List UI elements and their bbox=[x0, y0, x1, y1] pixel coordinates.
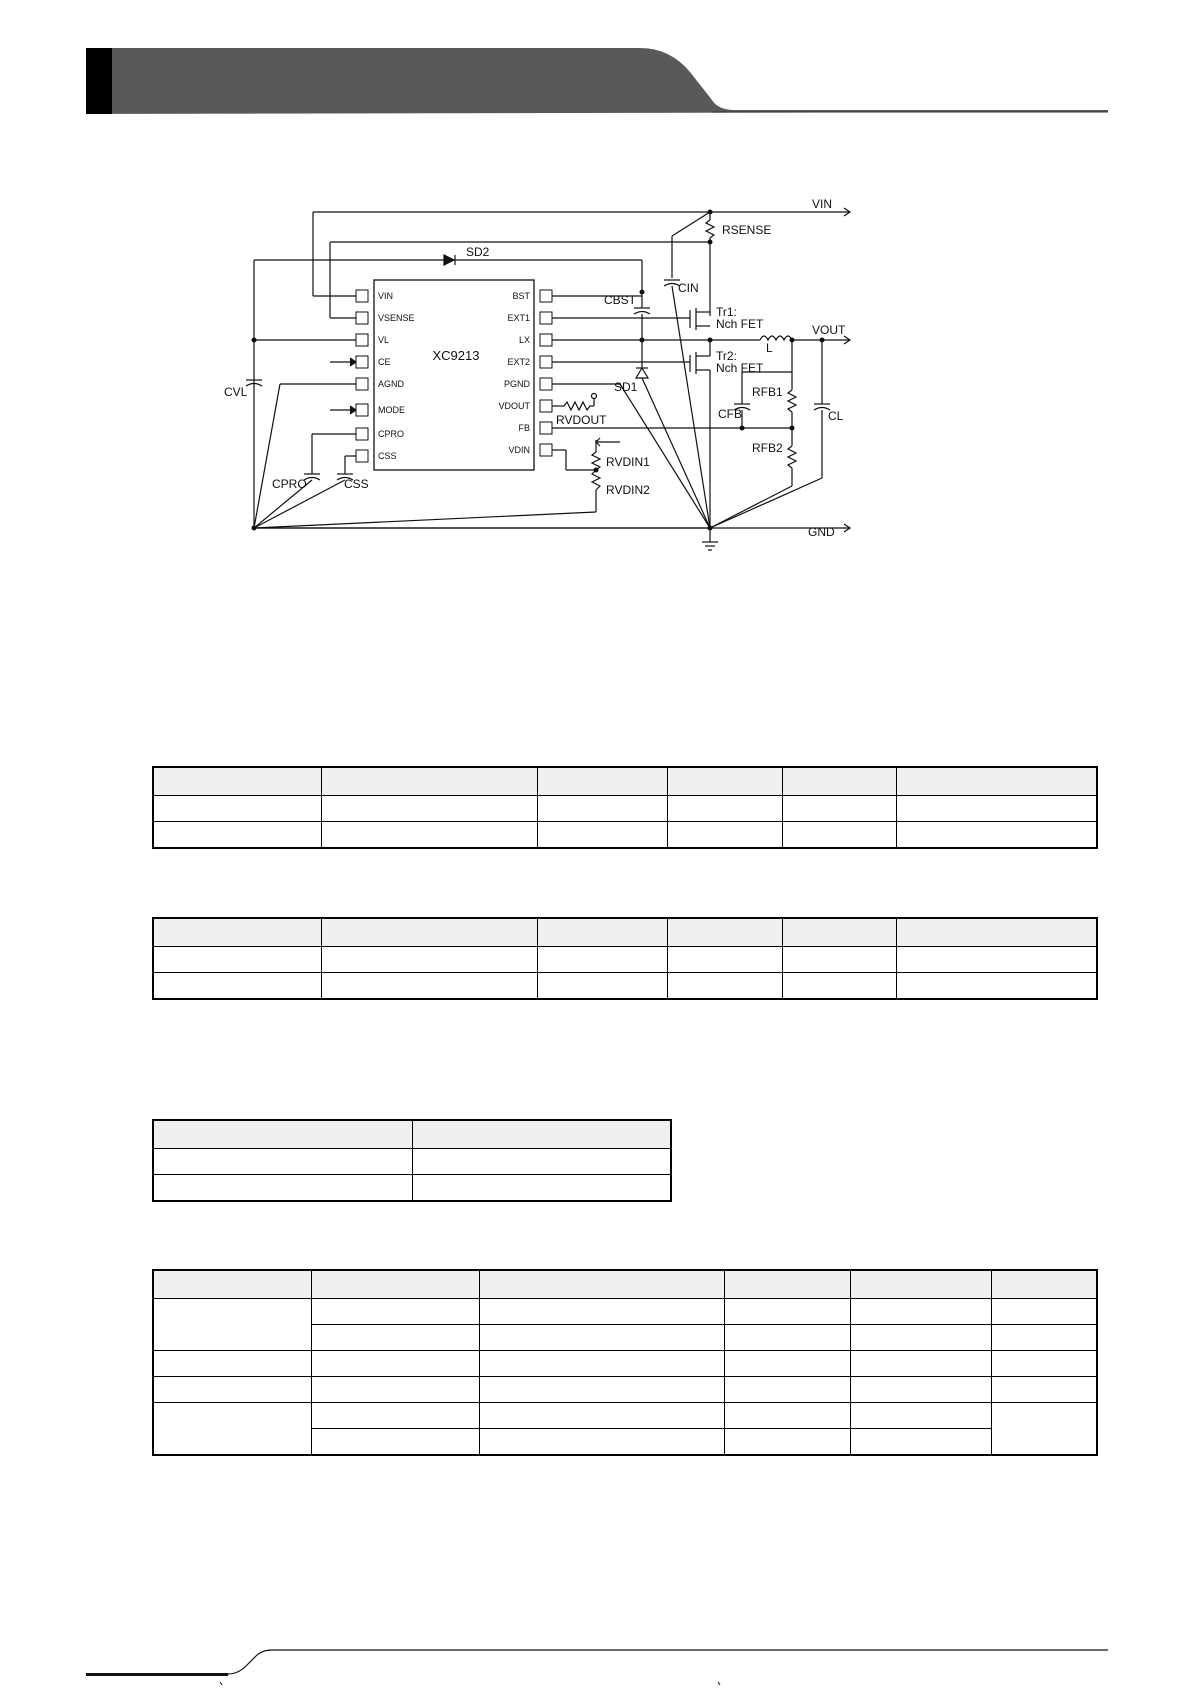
table-cell bbox=[850, 1299, 991, 1325]
label-cl: CL bbox=[828, 409, 844, 423]
table-cell bbox=[537, 918, 667, 947]
label-vout: VOUT bbox=[812, 323, 846, 337]
table-cell bbox=[153, 918, 321, 947]
pin-label: PGND bbox=[503, 379, 530, 389]
label-rvdin1: RVDIN1 bbox=[606, 455, 650, 469]
table-cell bbox=[311, 1325, 479, 1351]
table-cell bbox=[782, 796, 896, 822]
table-cell bbox=[321, 767, 537, 796]
table-cell bbox=[153, 1403, 311, 1456]
table-cell bbox=[991, 1299, 1097, 1325]
table-cell bbox=[311, 1351, 479, 1377]
header-banner bbox=[0, 0, 1191, 120]
pin-label: LX bbox=[518, 335, 530, 345]
table-cell bbox=[782, 947, 896, 973]
table-cell bbox=[850, 1325, 991, 1351]
table-cell bbox=[153, 1299, 311, 1351]
table-cell bbox=[321, 973, 537, 1000]
table-cell bbox=[479, 1325, 724, 1351]
pin-label: VSENSE bbox=[378, 313, 415, 323]
label-sd1: SD1 bbox=[614, 380, 638, 394]
table-cell bbox=[311, 1403, 479, 1429]
table-cell bbox=[991, 1377, 1097, 1403]
page-footer bbox=[0, 1600, 1191, 1685]
table-cell bbox=[991, 1325, 1097, 1351]
table-cell bbox=[850, 1351, 991, 1377]
table-cell bbox=[321, 918, 537, 947]
table-cell bbox=[153, 1175, 412, 1202]
pin-label: VIN bbox=[378, 291, 394, 301]
pin-label: AGND bbox=[378, 379, 405, 389]
table-cell bbox=[479, 1270, 724, 1299]
table-cell bbox=[991, 1403, 1097, 1456]
table-cell bbox=[537, 796, 667, 822]
table-cell bbox=[896, 796, 1097, 822]
table-cell bbox=[724, 1299, 850, 1325]
table-cell bbox=[782, 767, 896, 796]
table-cell bbox=[311, 1299, 479, 1325]
label-rfb2: RFB2 bbox=[752, 441, 783, 455]
pin-label: VL bbox=[378, 335, 390, 345]
table-cell bbox=[311, 1270, 479, 1299]
table-cell bbox=[537, 822, 667, 849]
table-cell bbox=[724, 1270, 850, 1299]
label-tr2: Tr2: bbox=[716, 349, 737, 363]
spec-table-3 bbox=[152, 1119, 672, 1202]
table-cell bbox=[896, 918, 1097, 947]
table-cell bbox=[479, 1403, 724, 1429]
label-vin: VIN bbox=[812, 198, 833, 211]
label-sd2: SD2 bbox=[466, 245, 490, 259]
label-cfb: CFB bbox=[718, 407, 742, 421]
pin-label: EXT2 bbox=[507, 357, 530, 367]
label-tr1: Tr1: bbox=[716, 305, 737, 319]
table-cell bbox=[412, 1149, 671, 1175]
table-row bbox=[153, 1403, 1097, 1429]
table-cell bbox=[153, 973, 321, 1000]
footer-rule bbox=[0, 1600, 1191, 1685]
table-cell bbox=[667, 973, 782, 1000]
table-cell bbox=[667, 767, 782, 796]
table-row bbox=[153, 796, 1097, 822]
table-row bbox=[153, 1351, 1097, 1377]
table-cell bbox=[537, 973, 667, 1000]
spec-table-1 bbox=[152, 766, 1098, 849]
table-row bbox=[153, 947, 1097, 973]
table-cell bbox=[896, 973, 1097, 1000]
table-cell bbox=[991, 1351, 1097, 1377]
header-marker bbox=[86, 48, 112, 114]
table-cell bbox=[896, 947, 1097, 973]
table-cell bbox=[537, 767, 667, 796]
table-cell bbox=[724, 1429, 850, 1456]
table-row bbox=[153, 1149, 671, 1175]
table-cell bbox=[311, 1377, 479, 1403]
pin-label: VDOUT bbox=[498, 401, 530, 411]
table-cell bbox=[479, 1429, 724, 1456]
table-cell bbox=[896, 767, 1097, 796]
label-tr2-type: Nch FET bbox=[716, 361, 764, 375]
table-cell bbox=[850, 1429, 991, 1456]
application-circuit-schematic bbox=[220, 198, 860, 558]
table-cell bbox=[667, 796, 782, 822]
spec-table-4 bbox=[152, 1269, 1098, 1456]
table-cell bbox=[991, 1270, 1097, 1299]
table-cell bbox=[537, 947, 667, 973]
table-cell bbox=[153, 1351, 311, 1377]
table-cell bbox=[153, 767, 321, 796]
table-header-row bbox=[153, 1270, 1097, 1299]
table-cell bbox=[724, 1325, 850, 1351]
page-header bbox=[0, 0, 1191, 120]
table-cell bbox=[479, 1377, 724, 1403]
table-cell bbox=[321, 796, 537, 822]
table-cell bbox=[724, 1377, 850, 1403]
label-rvdin2: RVDIN2 bbox=[606, 483, 650, 497]
pin-label: CE bbox=[378, 357, 391, 367]
table-cell bbox=[850, 1377, 991, 1403]
table-header-row bbox=[153, 1120, 671, 1149]
label-tr1-type: Nch FET bbox=[716, 317, 764, 331]
table-cell bbox=[412, 1120, 671, 1149]
table-header-row bbox=[153, 767, 1097, 796]
table-cell bbox=[479, 1299, 724, 1325]
table-row bbox=[153, 1299, 1097, 1325]
table-cell bbox=[311, 1429, 479, 1456]
label-rvdout: RVDOUT bbox=[556, 413, 607, 427]
table-cell bbox=[153, 822, 321, 849]
table-row bbox=[153, 1377, 1097, 1403]
table-row bbox=[153, 1175, 671, 1202]
pin-label: VDIN bbox=[508, 445, 530, 455]
label-rfb1: RFB1 bbox=[752, 385, 783, 399]
table-cell bbox=[153, 947, 321, 973]
pin-label: BST bbox=[512, 291, 530, 301]
table-cell bbox=[412, 1175, 671, 1202]
table-cell bbox=[321, 947, 537, 973]
table-cell bbox=[850, 1270, 991, 1299]
table-cell bbox=[724, 1403, 850, 1429]
label-l: L bbox=[766, 341, 773, 355]
chip-name: XC9213 bbox=[432, 348, 480, 363]
table-cell bbox=[153, 1270, 311, 1299]
table-cell bbox=[667, 947, 782, 973]
table-cell bbox=[153, 1120, 412, 1149]
table-cell bbox=[782, 822, 896, 849]
label-rsense: RSENSE bbox=[722, 223, 772, 237]
table-cell bbox=[153, 796, 321, 822]
pin-label: CSS bbox=[378, 451, 397, 461]
table-cell bbox=[321, 822, 537, 849]
table-cell bbox=[667, 822, 782, 849]
table-header-row bbox=[153, 918, 1097, 947]
pin-label: MODE bbox=[378, 405, 405, 415]
table-cell bbox=[896, 822, 1097, 849]
label-gnd: GND bbox=[808, 525, 835, 539]
label-cbst: CBST bbox=[604, 293, 637, 307]
label-cin: CIN bbox=[678, 281, 699, 295]
label-css: CSS bbox=[344, 477, 369, 491]
table-row bbox=[153, 973, 1097, 1000]
label-cpro: CPRO bbox=[272, 477, 307, 491]
pin-label: FB bbox=[518, 423, 530, 433]
table-cell bbox=[782, 918, 896, 947]
label-cvl: CVL bbox=[224, 385, 248, 399]
spec-table-2 bbox=[152, 917, 1098, 1000]
table-cell bbox=[153, 1377, 311, 1403]
table-cell bbox=[850, 1403, 991, 1429]
table-row bbox=[153, 822, 1097, 849]
pin-label: CPRO bbox=[378, 429, 405, 439]
table-cell bbox=[724, 1351, 850, 1377]
pin-label: EXT1 bbox=[507, 313, 530, 323]
table-cell bbox=[782, 973, 896, 1000]
table-cell bbox=[479, 1351, 724, 1377]
table-cell bbox=[153, 1149, 412, 1175]
table-cell bbox=[667, 918, 782, 947]
